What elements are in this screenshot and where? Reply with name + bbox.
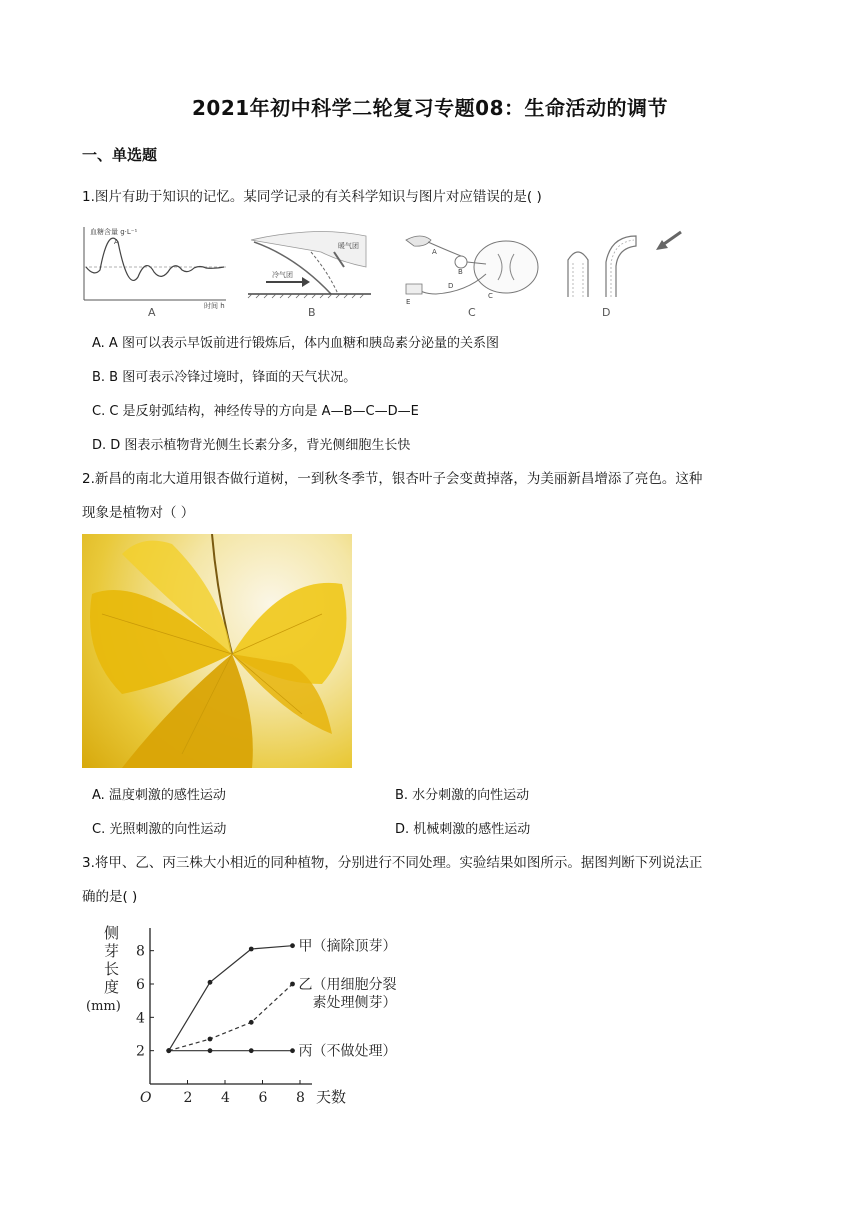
y-axis-label-unit: (mm) [86,999,121,1014]
series-label-yi-line-2: 素处理侧芽） [312,995,397,1011]
y-tick-label: 2 [136,1043,145,1060]
figure-panel-b [248,232,371,320]
question-3-stem-line-2: 确的是( ) [82,889,138,905]
figure-panel-d [568,232,681,319]
question-1-figure [76,222,696,322]
series-0-point [290,943,295,948]
panel-c-c: C [488,292,493,300]
origin-label: O [140,1090,152,1106]
question-2-option-a[interactable]: A. 温度刺激的感性运动 [92,788,226,803]
figure-panel-c [406,236,538,319]
series-label-jia: 甲（摘除顶芽） [298,938,397,955]
panel-c-a: A [432,248,437,256]
y-tick-label: 4 [136,1010,145,1027]
question-2-option-b[interactable]: B. 水分刺激的向性运动 [395,788,530,803]
series-0-point [249,947,254,952]
y-axis-label-char: 长 [104,960,120,978]
series-2-point [166,1048,171,1053]
panel-c-label: C [468,306,476,319]
panel-b-cold-label: 冷气团 [272,271,293,279]
page-title: 2021年初中科学二轮复习专题08：生命活动的调节 [192,96,668,120]
panel-b-warm-label: 暖气团 [338,242,359,250]
series-0-point [208,980,213,985]
question-1-option-c[interactable]: C. C 是反射弧结构，神经传导的方向是 A—B—C—D—E [92,404,419,419]
question-1-stem: 1.图片有助于知识的记忆。某同学记录的有关科学知识与图片对应错误的是( ) [82,189,542,205]
y-axis-label-char: 度 [104,978,120,996]
question-2-option-c[interactable]: C. 光照刺激的向性运动 [92,822,227,837]
section-heading: 一、单选题 [82,146,158,164]
series-2-point [249,1048,254,1053]
panel-a-xlabel: 时间 h [204,302,225,310]
question-2-stem-line-2: 现象是植物对（ ） [82,505,195,521]
x-axis-label: 天数 [316,1088,347,1106]
panel-a-point-a: A [114,238,119,246]
question-1-option-a[interactable]: A. A 图可以表示早饭前进行锻炼后，体内血糖和胰岛素分泌量的关系图 [92,336,499,351]
figure-panel-a [84,227,226,319]
y-axis-label-char: 侧 [104,924,120,942]
y-tick-label: 6 [136,977,145,993]
series-2-point [290,1048,295,1053]
panel-b-label: B [308,306,316,319]
x-tick-label: 2 [183,1090,193,1106]
panel-a-label: A [148,306,156,319]
ginkgo-leaves-photo [82,534,352,768]
panel-c-e: E [406,298,411,306]
series-line-1 [169,984,293,1051]
y-axis-label-char: 芽 [104,942,120,960]
series-label-bing: 丙（不做处理） [298,1043,397,1060]
x-tick-label: 6 [258,1090,268,1106]
x-tick-label: 8 [296,1090,305,1106]
series-1-point [290,982,295,987]
lateral-bud-growth-chart [82,920,422,1110]
series-label-yi-line-1: 乙（用细胞分裂 [298,977,397,993]
panel-c-b: B [458,268,463,276]
question-2-stem-line-1: 2.新昌的南北大道用银杏做行道树，一到秋冬季节，银杏叶子会变黄掉落，为美丽新昌增添了亮色。这种 [82,471,703,487]
panel-c-d: D [448,282,454,290]
question-1-option-b[interactable]: B. B 图可表示冷锋过境时，锋面的天气状况。 [92,370,357,385]
panel-a-ylabel: 血糖含量 g·L⁻¹ [90,228,138,236]
panel-d-label: D [602,306,611,319]
question-3-stem-line-1: 3.将甲、乙、丙三株大小相近的同种植物，分别进行不同处理。实验结果如图所示。据图判断下列说法正 [82,855,703,871]
series-1-point [249,1020,254,1025]
series-2-point [208,1048,213,1053]
x-tick-label: 4 [221,1090,230,1106]
series-1-point [208,1037,213,1042]
y-tick-label: 8 [136,943,145,960]
question-1-option-d[interactable]: D. D 图表示植物背光侧生长素分多，背光侧细胞生长快 [92,438,411,453]
series-line-0 [169,946,293,1051]
question-2-option-d[interactable]: D. 机械刺激的感性运动 [395,822,531,837]
